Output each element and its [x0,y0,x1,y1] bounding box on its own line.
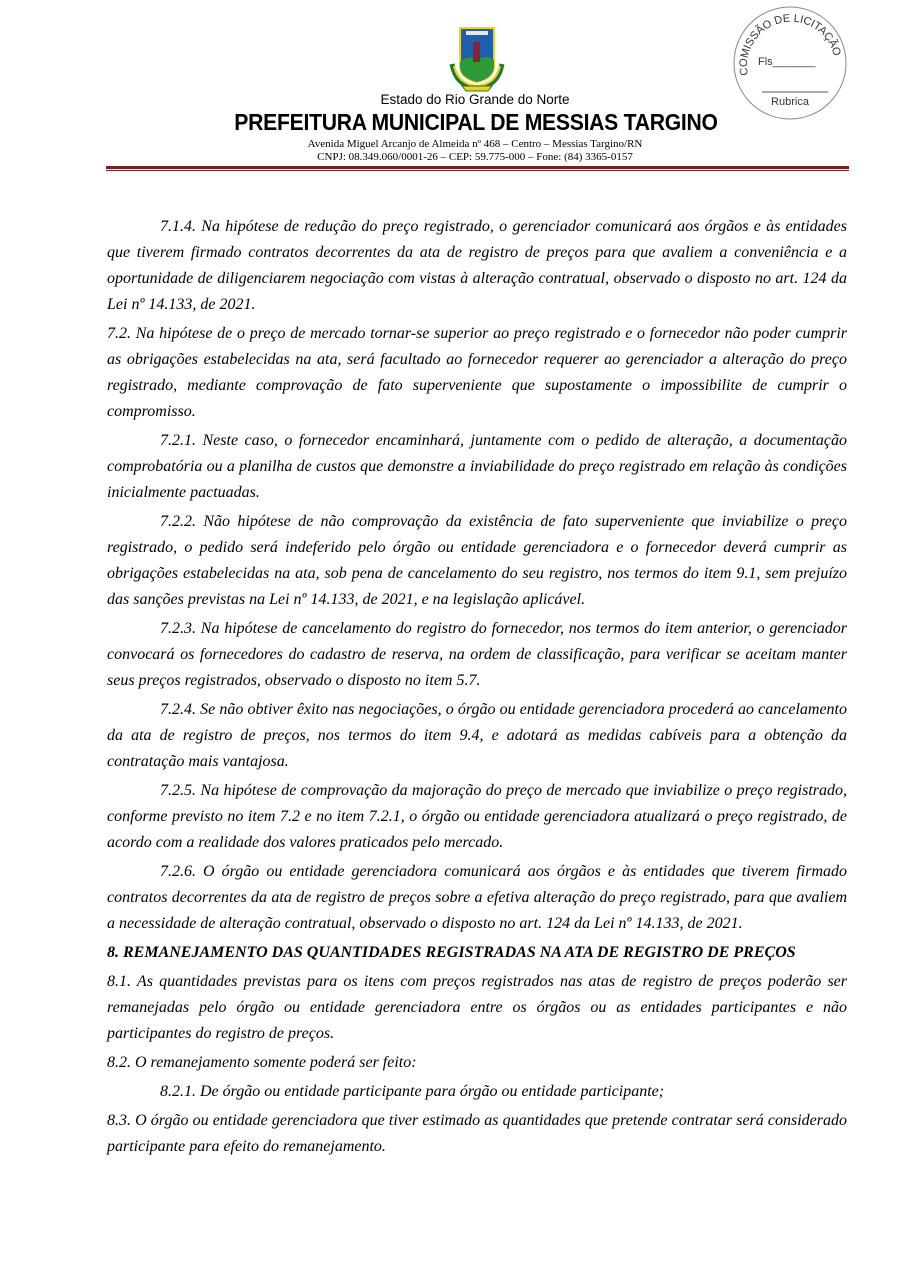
municipal-coat-of-arms-logo [446,24,508,92]
clause-paragraph: 7.2.3. Na hipótese de cancelamento do registro do fornecedor, nos termos do item anterior, o gerenciador convocará os fornecedores do cadastro de reserva, na ordem de classificação, para verificar se aceitam manter seus preços registrados, observado o disposto no item 5.7. [107,620,847,689]
clause-paragraph: 7.1.4. Na hipótese de redução do preço registrado, o gerenciador comunicará aos órgãos e às entidades que tiverem firmado contratos decorrentes da ata de registro de preços para que avaliem a conveniência e a oportunidade de diligenciarem negociação com vistas à alteração contratual, observado o disposto no art. 124 da Lei nº 14.133, de 2021. [107,218,847,313]
clause-paragraph: 7.2.6. O órgão ou entidade gerenciadora comunicará aos órgãos e às entidades que tiverem firmado contratos decorrentes da ata de registro de preços sobre a efetiva alteração do preço registrado, para que avaliem a necessidade de alteração contratual, observado o disposto no art. 124 da Lei nº 14.133, de 2021. [107,863,847,932]
header-divider-thin [106,170,849,171]
document-body [107,214,847,1163]
svg-text:COMISSÃO DE LICITAÇÃO: COMISSÃO DE LICITAÇÃO [737,12,843,77]
clause-paragraph: 8.3. O órgão ou entidade gerenciadora que tiver estimado as quantidades que pretende contratar será considerado participante para efeito do remanejamento. [107,1112,847,1155]
clause-paragraph: 7.2.2. Não hipótese de não comprovação da existência de fato superveniente que inviabilize o preço registrado, o pedido será indeferido pelo órgão ou entidade gerenciadora e o fornecedor deverá cumprir as obrigações estabelecidas na ata, sob pena de cancelamento do seu registro, nos termos do item 9.1, sem prejuízo das sanções previstas na Lei nº 14.133, de 2021, e na legislação aplicável. [107,513,847,608]
clause-paragraph: 7.2.1. Neste caso, o fornecedor encaminhará, juntamente com o pedido de alteração, a documentação comprobatória ou a planilha de custos que demonstre a inviabilidade do preço registrado em relação às condições inicialmente pactuadas. [107,432,847,501]
svg-text:Rubrica: Rubrica [771,96,809,108]
section-heading: 8. REMANEJAMENTO DAS QUANTIDADES REGISTRADAS NA ATA DE REGISTRO DE PREÇOS [107,944,796,961]
clause-paragraph: 7.2.5. Na hipótese de comprovação da majoração do preço de mercado que inviabilize o preço registrado, conforme previsto no item 7.2 e no item 7.2.1, o órgão ou entidade gerenciadora atualizará o preço registrado, de acordo com a realidade dos valores praticados pelo mercado. [107,782,847,851]
clause-paragraph: 7.2.4. Se não obtiver êxito nas negociações, o órgão ou entidade gerenciadora procederá ao cancelamento da ata de registro de preços, nos termos do item 9.4, e adotará as medidas cabíveis para a obtenção da contratação mais vantajosa. [107,701,847,770]
state-name: Estado do Rio Grande do Norte [380,92,570,107]
clause-paragraph: 8.2. O remanejamento somente poderá ser feito: [107,1054,417,1071]
address-line: Avenida Miguel Arcanjo de Almeida nº 468 – Centro – Messias Targino/RN [307,138,643,150]
clause-paragraph: 8.1. As quantidades previstas para os itens com preços registrados nas atas de registro de preços poderão ser remanejadas pelo órgão ou entidade gerenciadora entre os órgãos ou as entidades participantes e não participantes do registro de preços. [107,973,847,1042]
header-divider [106,166,849,169]
municipality-title: PREFEITURA MUNICIPAL DE MESSIAS TARGINO [234,109,718,135]
contact-line: CNPJ: 08.349.060/0001-26 – CEP: 59.775-000 – Fone: (84) 3365-0157 [317,151,633,163]
clause-paragraph: 7.2. Na hipótese de o preço de mercado tornar-se superior ao preço registrado e o fornecedor não poder cumprir as obrigações estabelecidas na ata, será facultado ao fornecedor requerer ao gerenciador a alteração do preço registrado, mediante comprovação de fato superveniente que supostamente o impossibilite de cumprir o compromisso. [107,325,847,420]
svg-text:Fls_______: Fls_______ [758,56,816,68]
clause-paragraph: 8.2.1. De órgão ou entidade participante para órgão ou entidade participante; [160,1083,665,1100]
